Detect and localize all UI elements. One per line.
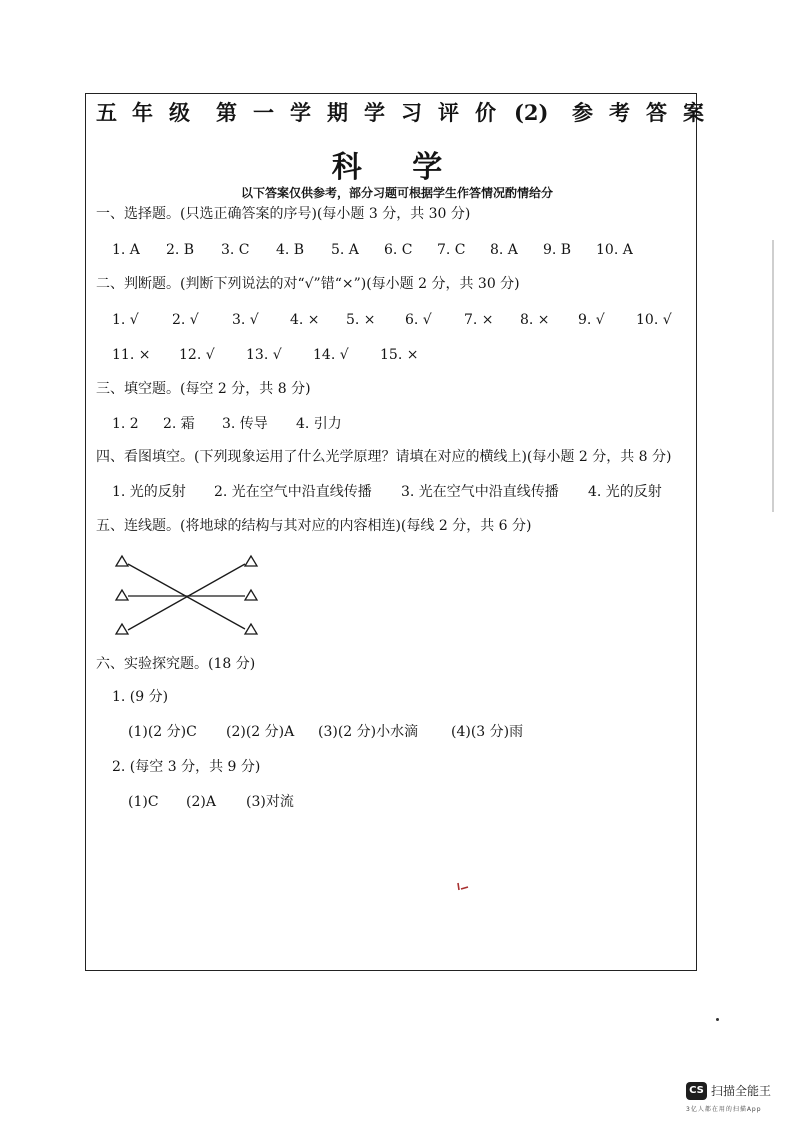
choice-answer: 4. B (276, 242, 305, 258)
experiment-answer: (1)C (128, 794, 159, 810)
optics-answer: 2. 光在空气中沿直线传播 (214, 484, 372, 500)
fill-answer: 2. 霜 (163, 416, 195, 432)
section-6-heading: 六、实验探究题。(18 分) (96, 656, 256, 672)
fill-answer: 1. 2 (112, 416, 139, 432)
judge-answer: 8. × (520, 312, 550, 328)
judge-answer: 4. × (290, 312, 320, 328)
header-char: 一 (253, 100, 274, 125)
judge-answer: 15. × (380, 347, 419, 363)
choice-answer: 10. A (596, 242, 633, 258)
scan-edge-shadow (772, 240, 774, 512)
choice-answer: 5. A (331, 242, 359, 258)
section-3-heading: 三、填空题。(每空 2 分，共 8 分) (96, 381, 311, 397)
judge-answer: 12. √ (179, 347, 215, 363)
header-char: 期 (327, 100, 348, 125)
judge-answer: 3. √ (232, 312, 259, 328)
header-char: 案 (683, 100, 704, 125)
triangle-marker (245, 590, 257, 600)
experiment-answer: (2)(2 分)A (226, 724, 295, 740)
judge-answer: 9. √ (578, 312, 605, 328)
choice-answer: 6. C (384, 242, 413, 258)
header-char: 参 (572, 100, 593, 125)
subject-title: 科 学 (331, 150, 463, 185)
experiment-answer: (1)(2 分)C (128, 724, 197, 740)
header-char: 评 (438, 100, 459, 125)
experiment-answer: (3)对流 (246, 794, 294, 810)
experiment-q1-label: 1. (9 分) (112, 689, 169, 705)
scan-ink-speck (456, 882, 470, 892)
section-4-heading: 四、看图填空。(下列现象运用了什么光学原理？请填在对应的横线上)(每小题 2 分，共 8 分) (96, 449, 672, 465)
section-1-heading: 一、选择题。(只选正确答案的序号)(每小题 3 分，共 30 分) (96, 206, 471, 222)
scan-dot (716, 1018, 719, 1021)
choice-answer: 2. B (166, 242, 195, 258)
optics-answer: 4. 光的反射 (588, 484, 662, 500)
judge-answer: 2. √ (172, 312, 199, 328)
judge-answer: 14. √ (313, 347, 349, 363)
fill-answer: 3. 传导 (222, 416, 268, 432)
optics-answer: 1. 光的反射 (112, 484, 186, 500)
experiment-answer: (2)A (186, 794, 216, 810)
choice-answer: 1. A (112, 242, 140, 258)
scanner-logo-icon: CS (686, 1082, 707, 1100)
choice-answer: 7. C (437, 242, 466, 258)
header-char: 价 (475, 100, 496, 125)
header-char: 学 (290, 100, 311, 125)
header-char: 考 (609, 100, 630, 125)
section-2-heading: 二、判断题。(判断下列说法的对“√”错“×”)(每小题 2 分，共 30 分) (96, 276, 520, 292)
judge-answer: 11. × (112, 347, 151, 363)
experiment-answer: (3)(2 分)小水滴 (318, 724, 419, 740)
triangle-marker (116, 624, 128, 634)
header-char: 五 (96, 100, 117, 125)
judge-answer: 10. √ (636, 312, 672, 328)
triangle-marker (116, 590, 128, 600)
header-char: 级 (169, 100, 190, 125)
header-title (96, 99, 704, 129)
choice-answer: 8. A (490, 242, 518, 258)
triangle-marker (245, 624, 257, 634)
judge-answer: 6. √ (405, 312, 432, 328)
triangle-marker (245, 556, 257, 566)
judge-answer: 7. × (464, 312, 494, 328)
choice-answer: 3. C (221, 242, 250, 258)
scanner-tagline: 3亿人都在用的扫描App (686, 1106, 762, 1113)
section-5-heading: 五、连线题。(将地球的结构与其对应的内容相连)(每线 2 分，共 6 分) (96, 518, 532, 534)
judge-answer: 1. √ (112, 312, 139, 328)
scanner-watermark (686, 1082, 786, 1116)
scanner-app-name: 扫描全能王 (711, 1084, 772, 1098)
optics-answer: 3. 光在空气中沿直线传播 (401, 484, 559, 500)
header-char: 学 (364, 100, 385, 125)
experiment-answer: (4)(3 分)雨 (451, 724, 524, 740)
triangle-marker (116, 556, 128, 566)
matching-lines-diagram (112, 554, 264, 638)
experiment-q2-label: 2. (每空 3 分，共 9 分) (112, 759, 261, 775)
grading-note: 以下答案仅供参考，部分习题可根据学生作答情况酌情给分 (240, 186, 553, 200)
header-char: 年 (132, 100, 153, 125)
header-char: 第 (216, 100, 237, 125)
header-char: 习 (401, 100, 422, 125)
choice-answer: 9. B (543, 242, 572, 258)
header-char: 答 (646, 100, 667, 125)
header-char: (2) (514, 100, 549, 125)
fill-answer: 4. 引力 (296, 416, 342, 432)
judge-answer: 5. × (346, 312, 376, 328)
judge-answer: 13. √ (246, 347, 282, 363)
